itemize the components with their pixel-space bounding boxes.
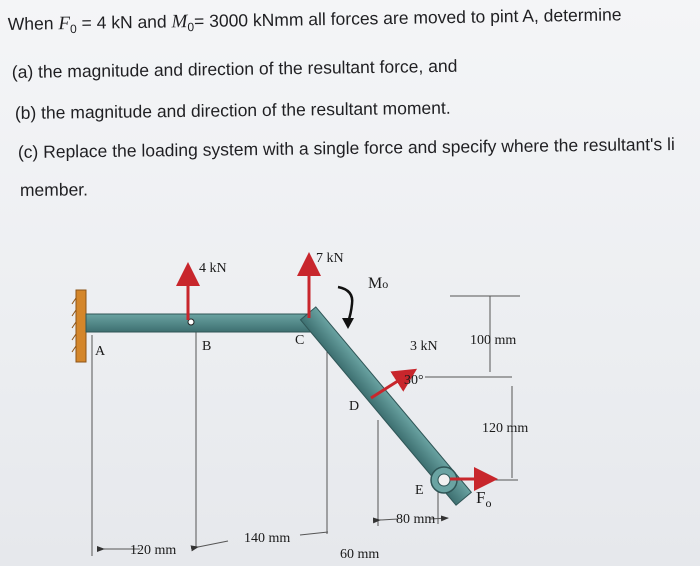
dim-120mm-bottom: 120 mm: [130, 543, 177, 558]
label-angle: 30°: [404, 373, 424, 388]
wall-hatching: [72, 298, 76, 352]
force-symbol: F: [58, 13, 71, 35]
label-point-a: A: [95, 344, 106, 359]
label-force-4kn: 4 kN: [199, 261, 227, 276]
pin-e-hole: [438, 474, 450, 486]
dim-80mm: 80 mm: [396, 512, 436, 527]
intro-text: When: [7, 13, 54, 35]
part-c-continuation: member.: [19, 179, 89, 201]
label-point-d: D: [349, 399, 360, 414]
dim-100mm: 100 mm: [470, 333, 517, 348]
label-point-e: E: [415, 483, 424, 498]
dim-60mm: 60 mm: [340, 547, 380, 562]
dim-120mm-vertical: 120 mm: [482, 421, 529, 436]
label-point-c: C: [295, 333, 305, 348]
label-force-7kn: 7 kN: [316, 251, 344, 266]
label-force-3kn: 3 kN: [410, 339, 438, 354]
moment-value: = 3000 kNmm all forces are moved to pint A, determine: [193, 4, 622, 32]
moment-symbol: M: [171, 11, 188, 33]
part-b-text: (b) the magnitude and direction of the resultant moment.: [14, 97, 451, 124]
part-a-text: (a) the magnitude and direction of the resultant force, and: [11, 55, 458, 83]
dim-140mm: 140 mm: [244, 531, 291, 546]
force-value: = 4 kN and: [81, 11, 167, 33]
beam-segment-ac: [86, 314, 312, 332]
wall-support: [76, 290, 86, 362]
moment-arc: [338, 287, 352, 322]
part-c-text: (c) Replace the loading system with a single force and specify where the resultant's li: [17, 133, 675, 163]
label-force-fo: $F_o$: [476, 488, 492, 510]
moment-arrowhead: [342, 318, 354, 329]
label-point-b: B: [202, 339, 212, 354]
reference-lines: [92, 296, 520, 556]
label-moment-mo: Mo: [368, 275, 389, 292]
moment-subscript: 0: [187, 20, 195, 35]
force-subscript: 0: [69, 21, 77, 37]
